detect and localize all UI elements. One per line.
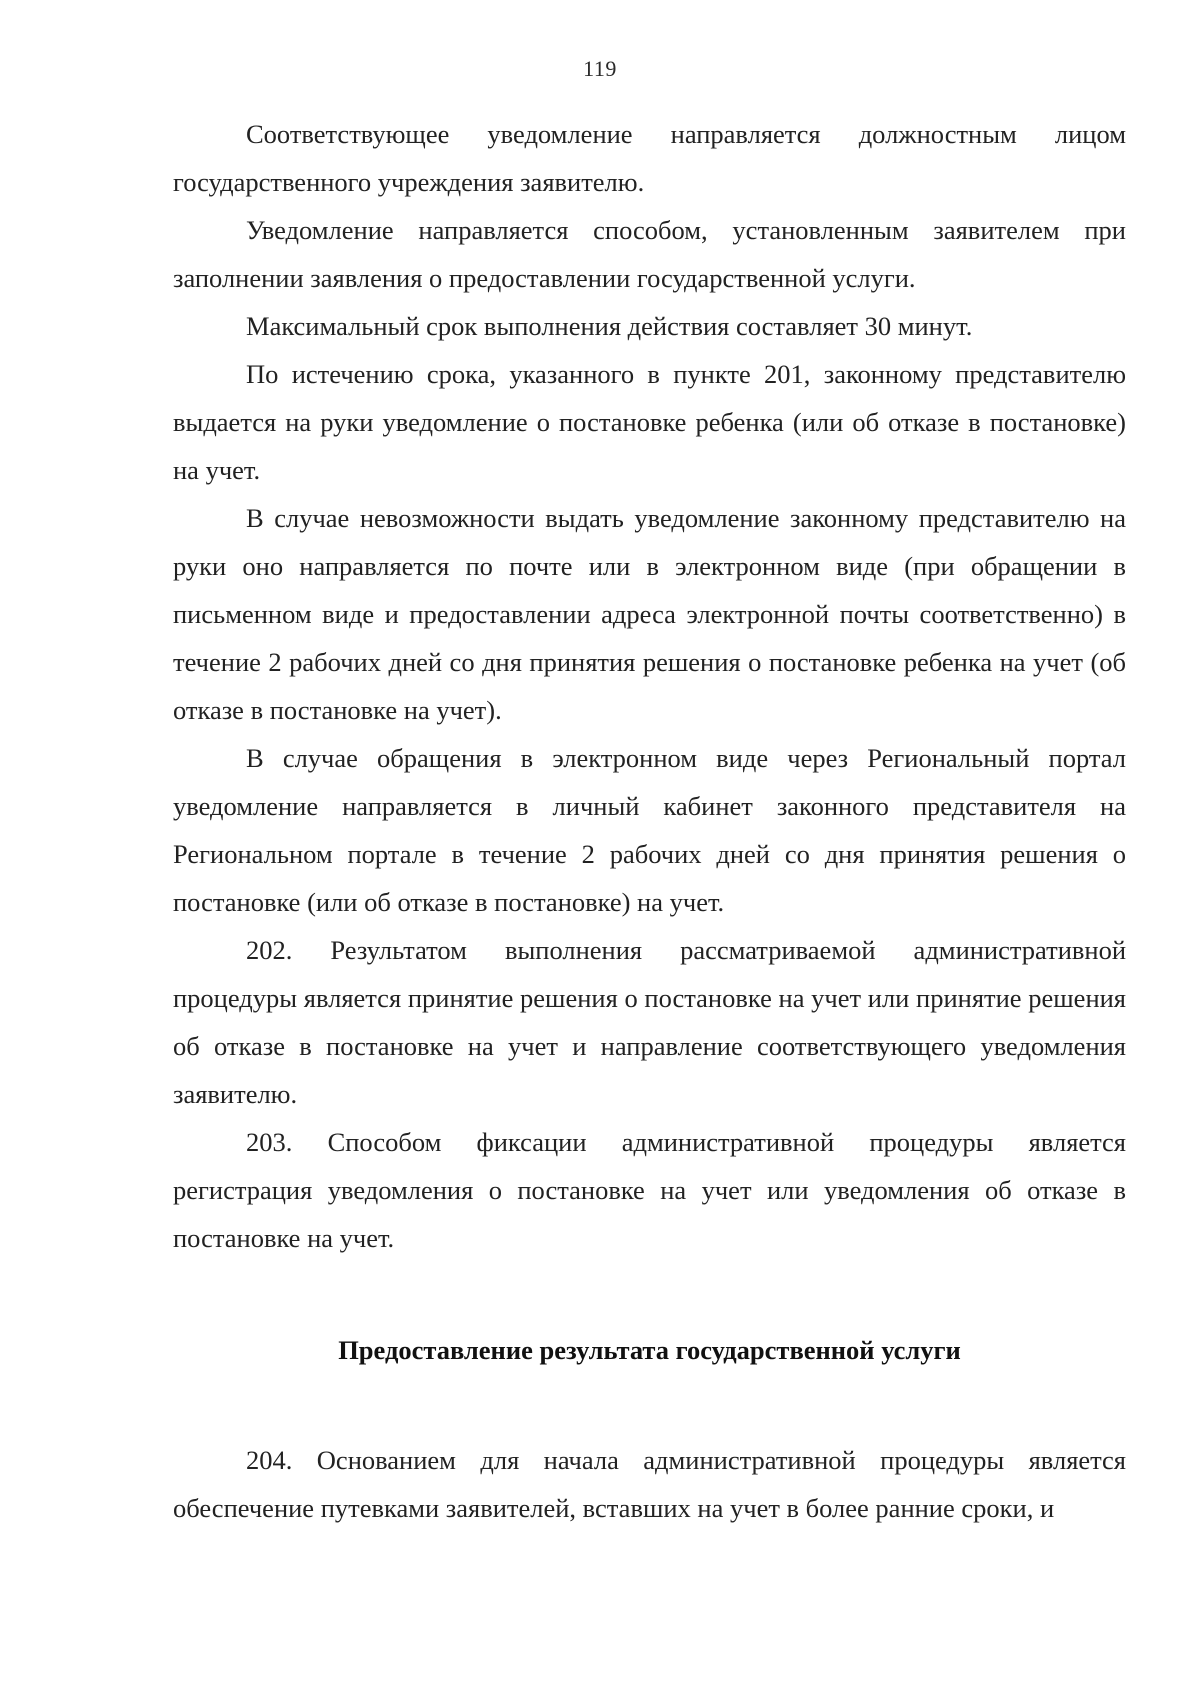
paragraph: В случае невозможности выдать уведомление законному представителю на руки оно направляется по почте или в электронном виде (при обращении в письменном виде и предоставлении адреса электронной почты соответственно) в течение 2 рабочих дней со дня принятия решения о постановке ребенка на учет (об отказе в постановке на учет). [173, 503, 1126, 725]
paragraph: Уведомление направляется способом, установленным заявителем при заполнении заявления о предоставлении государственной услуги. [173, 215, 1126, 293]
paragraph: 203. Способом фиксации административной процедуры является регистрация уведомления о постановке на учет или уведомления об отказе в постановке на учет. [173, 1127, 1126, 1253]
paragraph: 204. Основанием для начала административной процедуры является обеспечение путевками заявителей, вставших на учет в более ранние сроки, и [173, 1445, 1126, 1523]
paragraph: Соответствующее уведомление направляется должностным лицом государственного учреждения заявителю. [173, 119, 1126, 197]
spacer [173, 1374, 1126, 1436]
paragraph: 202. Результатом выполнения рассматриваемой административной процедуры является принятие решения о постановке на учет или принятие решения об отказе в постановке на учет и направление соответствующего уведомления заявителю. [173, 935, 1126, 1109]
paragraph: По истечению срока, указанного в пункте 201, законному представителю выдается на руки уведомление о постановке ребенка (или об отказе в постановке) на учет. [173, 359, 1126, 485]
page-number: 119 [583, 56, 617, 81]
document-body [173, 110, 1126, 1532]
spacer [173, 1262, 1126, 1326]
section-heading: Предоставление результата государственной услуги [338, 1335, 961, 1365]
paragraph: Максимальный срок выполнения действия составляет 30 минут. [246, 311, 973, 341]
paragraph: В случае обращения в электронном виде через Региональный портал уведомление направляется в личный кабинет законного представителя на Региональном портале в течение 2 рабочих дней со дня принятия решения о постановке (или об отказе в постановке) на учет. [173, 743, 1126, 917]
